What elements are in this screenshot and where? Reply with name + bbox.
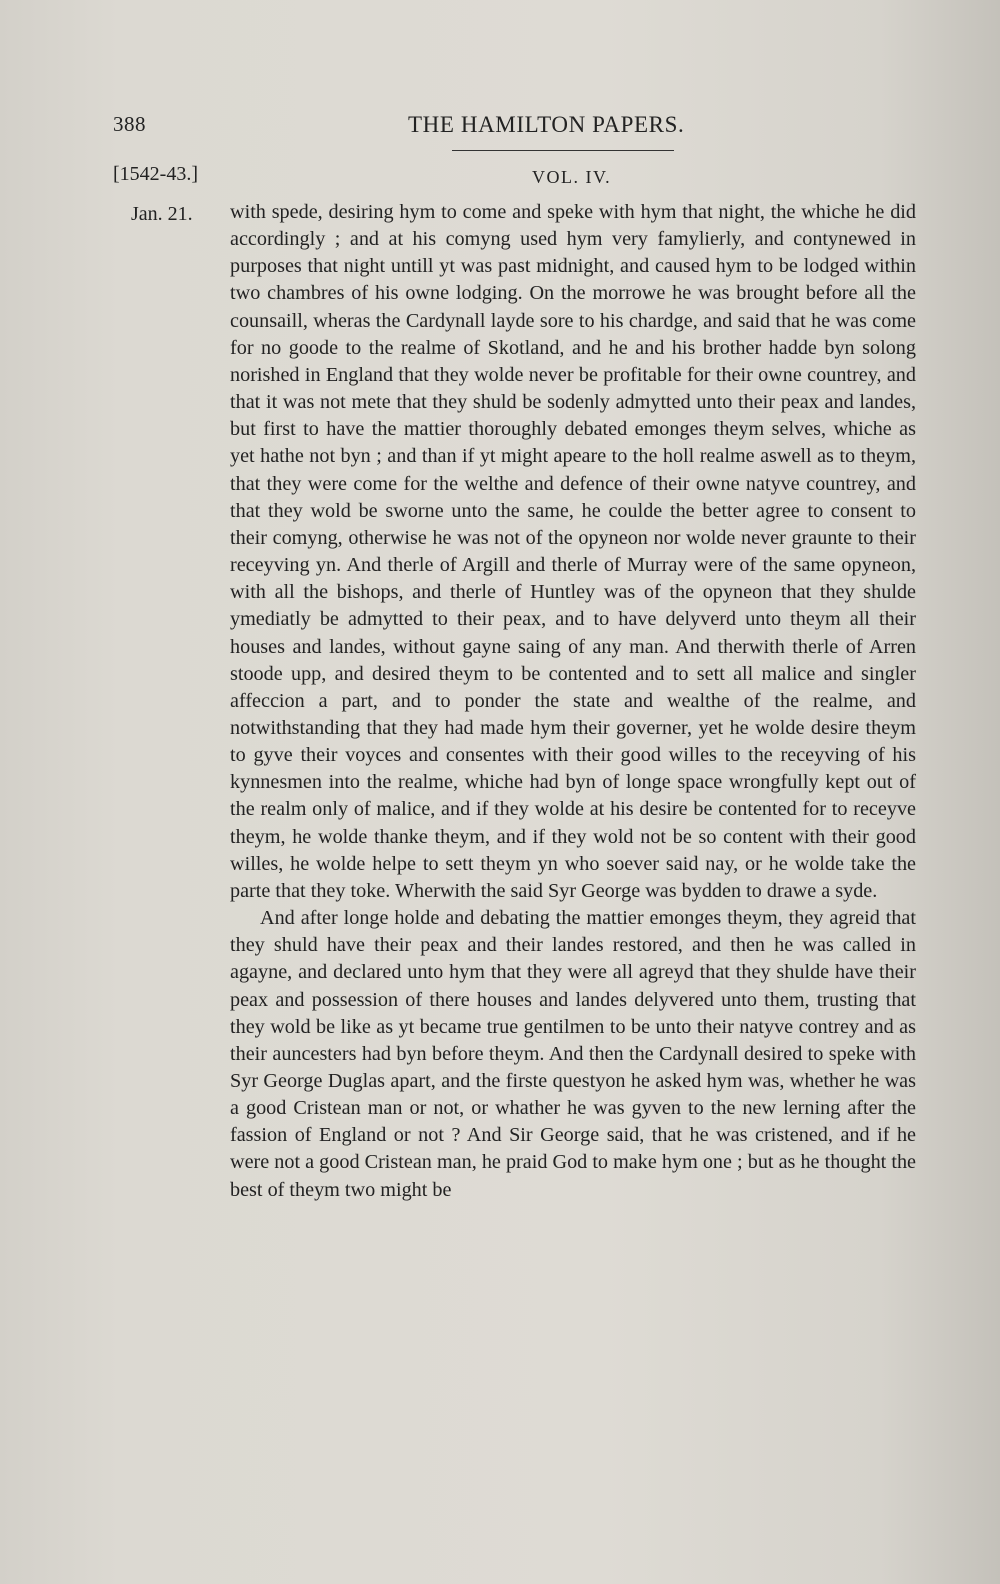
paragraph: And after longe holde and debating the mattier emonges theym, they agreid that they shuld have their peax and their landes restored, and then he was called in agayne, and declared unto hym that they were all agreyd that they shulde have their peax and possession of there houses and landes delyvered unto them, trusting that they wold be like as yt became true gentilmen to be unto their natyve contrey and as their auncesters had byn before theym. And then the Cardynall desired to speke with Syr George Duglas apart, and the firste questyon he asked hym was, whether he was a good Cristean man or not, or whather he was gyven to the new lerning after the fassion of England or not ? And Sir George said, that he was cristened, and if he were not a good Cristean man, he praid God to make hym one ; but as he thought the best of theym two might be [230,907,916,1201]
date-range: [1542-43.] [113,163,198,185]
margin-date: Jan. 21. [131,203,193,225]
running-title: THE HAMILTON PAPERS. [408,112,685,137]
title-rule [452,150,674,151]
body-text [230,199,916,1204]
page-number: 388 [113,112,146,136]
paragraph: with spede, desiring hym to come and speke with hym that night, the whiche he did accordingly ; and at his comyng used hym very famylierly, and contynewed in purposes that night untill yt was past midnight, and caused hym to be lodged within two chambres of his owne lodging. On the morrowe he was brought before all the counsaill, wheras the Cardynall layde sore to his chardge, and said that he was come for no goode to the realme of Skotland, and he and his brother hadde byn solong norished in England that they wolde never be profitable for their owne countrey, and that it was not mete that they shuld be sodenly admytted unto their peax and landes, but first to have the mattier thoroughly debated emonges theym selves, whiche as yet hathe not byn ; and than if yt might apeare to the holl realme aswell as to theym, that they were come for the welthe and defence of their owne natyve countrey, and that they wold be sworne unto the same, he coulde the better agree to consent to their comyng, otherwise he was not of the opyneon nor wolde never graunte to their receyving yn. And therle of Argill and therle of Murray were of the same opyneon, with all the bishops, and therle of Huntley was of the opyneon that they shulde ymediatly be admytted to their peax, and to have delyverd unto theym all their houses and landes, without gayne saing of any man. And therwith therle of Arren stoode upp, and desired theym to be contented and to sett all malice and singler affeccion a part, and to ponder the state and wealthe of the realme, and notwithstanding that they had made hym their governer, yet he wolde desire theym to gyve their voyces and consentes with their good willes to the receyving of his kynnesmen into the realme, whiche had byn of longe space wrongfully kept out of the realm only of malice, and if they wolde at his desire be contented for to receyve theym, he wolde thanke theym, and if they wold not be so content with their good willes, he wolde helpe to sett theym yn who soever said nay, or he wolde take the parte that they toke. Wherwith the said Syr George was bydden to drawe a syde. [230,201,916,902]
volume-label: VOL. IV. [532,167,612,187]
